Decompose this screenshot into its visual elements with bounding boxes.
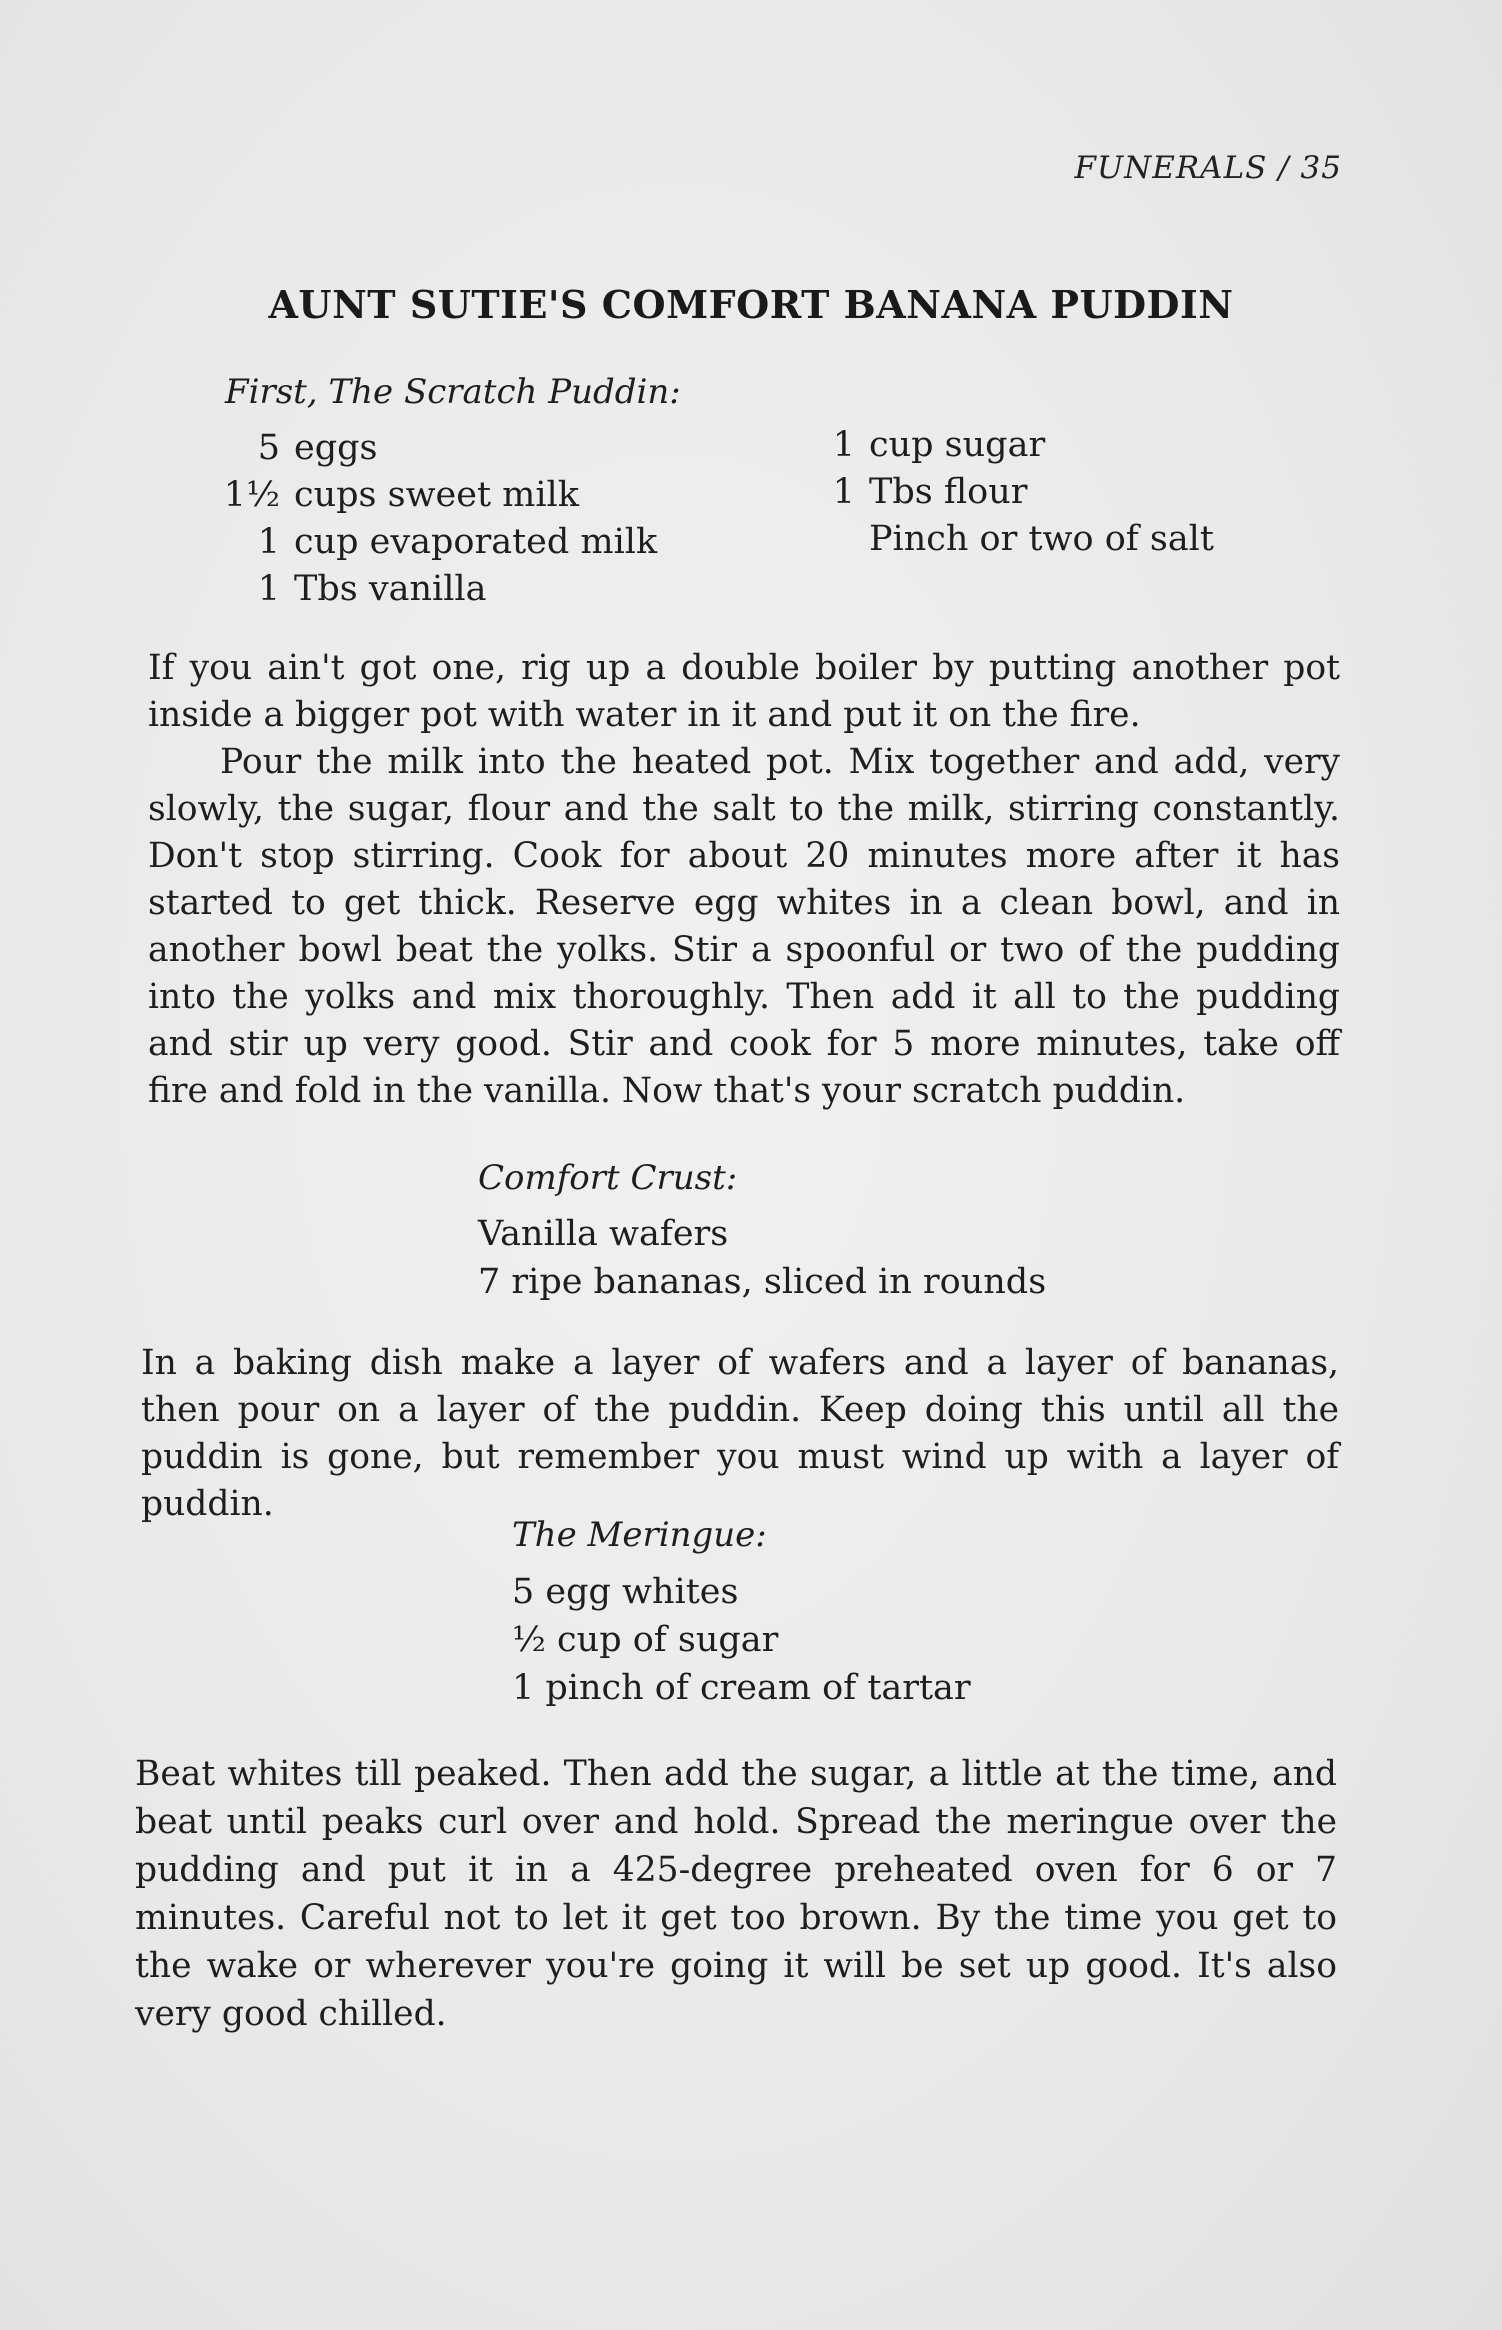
- ingredient-item: eggs: [294, 428, 378, 468]
- ingredient-row: [815, 516, 1214, 563]
- ingredient-item: Vanilla wafers: [478, 1214, 729, 1254]
- ingredient-row: [815, 422, 1214, 469]
- meringue-ingredients: [512, 1568, 971, 1712]
- ingredient-item: ½ cup of sugar: [512, 1620, 779, 1660]
- paragraph: If you ain't got one, rig up a double boiler by putting another pot inside a bigger pot with water in it and put it on the fire.: [148, 648, 1340, 735]
- paragraph: Beat whites till peaked. Then add the sugar, a little at the time, and beat until peaks curl over and hold. Spread the meringue over the pudding and put it in a 425-degree preheated oven for 6 or 7 minutes. Careful not to let it get too brown. By the time you get to the wake or wherever you're going it will be set up good. It's also very good chilled.: [135, 1754, 1337, 2034]
- ingredient-row: [210, 566, 657, 613]
- ingredient-qty: 1: [832, 472, 855, 512]
- ingredient-item: Tbs vanilla: [294, 569, 487, 609]
- paragraph: Pour the milk into the heated pot. Mix together and add, very slowly, the sugar, flour and the salt to the milk, stirring constantly. Don't stop stirring. Cook for about 20 minutes more after it has started to get thick. Reserve egg whites in a clean bowl, and in another bowl beat the yolks. Stir a spoonful or two of the pudding into the yolks and mix thoroughly. Then add it all to the pudding and stir up very good. Stir and cook for 5 more minutes, take off fire and fold in the vanilla. Now that's your scratch puddin.: [148, 742, 1340, 1111]
- crust-ingredients: [478, 1210, 1046, 1306]
- recipe-title: AUNT SUTIE'S COMFORT BANANA PUDDIN: [268, 282, 1234, 327]
- ingredient-qty: 5: [257, 428, 280, 468]
- running-head: FUNERALS / 35: [1074, 150, 1342, 186]
- ingredient-item: 7 ripe bananas, sliced in rounds: [478, 1262, 1047, 1302]
- scratch-instructions: [148, 645, 1340, 1115]
- meringue-instructions: [135, 1750, 1337, 2038]
- ingredient-row: [815, 469, 1214, 516]
- ingredient-item: Tbs flour: [869, 472, 1028, 512]
- ingredient-item: Pinch or two of salt: [869, 519, 1214, 559]
- scratch-heading: First, The Scratch Puddin:: [225, 372, 681, 412]
- ingredient-qty: 1: [257, 522, 280, 562]
- crust-instructions: [141, 1340, 1339, 1528]
- ingredient-item: cup sugar: [869, 425, 1046, 465]
- crust-heading: Comfort Crust:: [478, 1158, 738, 1198]
- ingredient-qty: 1: [832, 425, 855, 465]
- ingredient-row: [210, 425, 657, 472]
- ingredient-qty: 1: [257, 569, 280, 609]
- ingredient-item: cups sweet milk: [294, 475, 579, 515]
- meringue-heading: The Meringue:: [512, 1515, 767, 1555]
- ingredient-qty: 1½: [223, 475, 280, 515]
- paragraph: In a baking dish make a layer of wafers and a layer of bananas, then pour on a layer of the puddin. Keep doing this until all the puddin is gone, but remember you must wind up with a layer of puddin.: [141, 1343, 1339, 1524]
- ingredient-row: [210, 472, 657, 519]
- scratch-ingredients-left: [210, 425, 657, 613]
- ingredient-item: 1 pinch of cream of tartar: [512, 1668, 971, 1708]
- ingredient-item: cup evaporated milk: [294, 522, 658, 562]
- ingredient-item: 5 egg whites: [512, 1572, 739, 1612]
- scratch-ingredients-right: [815, 422, 1214, 563]
- ingredient-row: [210, 519, 657, 566]
